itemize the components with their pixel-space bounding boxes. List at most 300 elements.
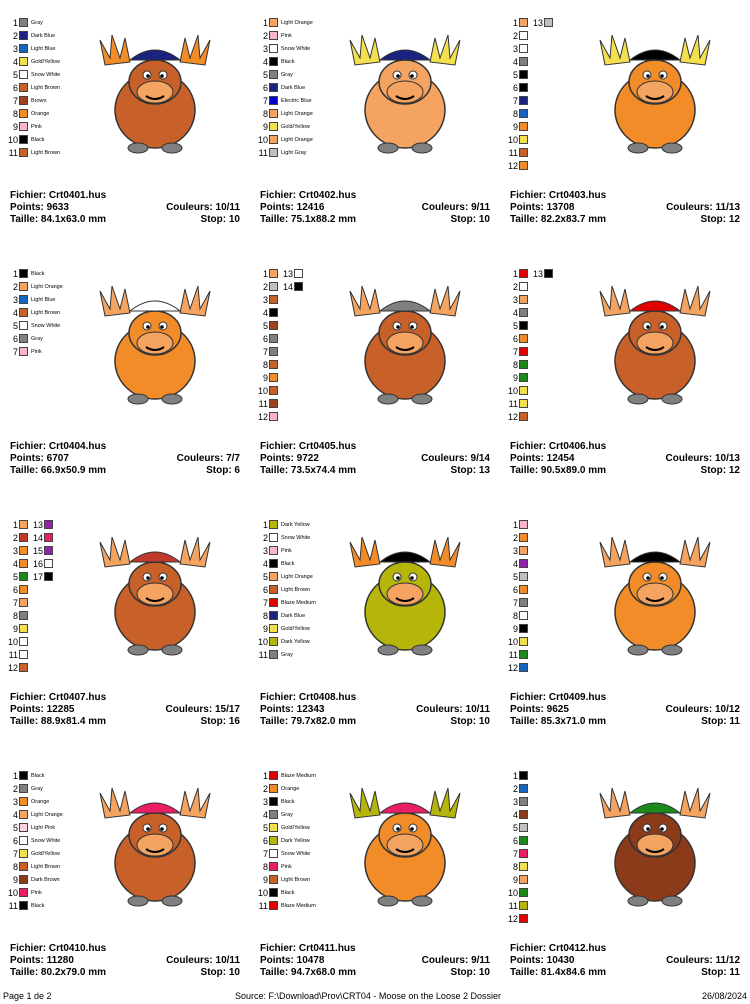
color-swatch (269, 650, 278, 659)
color-number: 3 (262, 796, 268, 807)
color-number: 7 (512, 597, 518, 608)
embroidery-preview (580, 30, 730, 155)
color-legend-row (0, 81, 60, 94)
color-number: 1 (262, 17, 268, 28)
color-swatch (269, 18, 278, 27)
color-count: Couleurs: 9/14 (421, 453, 490, 464)
color-legend-row (0, 29, 60, 42)
color-number: 10 (507, 887, 518, 898)
color-legend-row (250, 622, 316, 635)
color-legend-row (500, 159, 531, 172)
color-swatch (19, 611, 28, 620)
color-legend-row (0, 319, 63, 332)
color-name: Snow White (281, 534, 311, 541)
color-name: Orange (281, 785, 300, 792)
design-size: Taille: 80.2x79.0 mm (10, 967, 106, 978)
color-number: 10 (257, 134, 268, 145)
color-number: 6 (512, 584, 518, 595)
color-legend-row (0, 873, 63, 886)
color-swatch (519, 135, 528, 144)
color-name: Black (31, 902, 45, 909)
color-name: Pink (31, 889, 42, 896)
color-number: 5 (512, 69, 518, 80)
color-legend-row (0, 860, 63, 873)
design-size: Taille: 73.5x74.4 mm (260, 465, 356, 476)
color-swatch (519, 637, 528, 646)
stitch-points: Points: 13708 (510, 202, 575, 213)
color-number: 11 (258, 649, 268, 660)
color-legend-row (250, 42, 313, 55)
color-legend-row (250, 860, 316, 873)
color-number: 3 (12, 796, 18, 807)
color-legend (500, 267, 531, 423)
stop-count: Stop: 10 (450, 967, 490, 978)
color-swatch (19, 624, 28, 633)
color-number: 4 (12, 307, 18, 318)
embroidery-preview (330, 281, 480, 406)
color-legend-row (250, 345, 281, 358)
color-number: 6 (12, 82, 18, 93)
file-name: Fichier: Crt0411.hus (260, 943, 356, 954)
color-swatch (269, 637, 278, 646)
color-legend-row (250, 293, 281, 306)
color-name: Black (281, 58, 295, 65)
color-legend-row (500, 107, 531, 120)
design-card (500, 0, 750, 251)
color-swatch (19, 533, 28, 542)
color-legend-row (0, 16, 60, 29)
stitch-points: Points: 10478 (260, 955, 325, 966)
color-legend-row (500, 332, 531, 345)
color-swatch (19, 888, 28, 897)
color-number: 8 (512, 359, 518, 370)
color-legend-row (500, 397, 531, 410)
color-legend-row (500, 782, 531, 795)
color-legend-row (0, 782, 63, 795)
color-swatch (269, 412, 278, 421)
stop-count: Stop: 10 (200, 967, 240, 978)
color-legend-row (250, 899, 316, 912)
color-swatch (519, 849, 528, 858)
color-swatch (269, 888, 278, 897)
color-number: 12 (7, 662, 18, 673)
color-name: Black (31, 270, 45, 277)
color-name: Black (281, 889, 295, 896)
color-name: Light Orange (281, 19, 313, 26)
file-name: Fichier: Crt0402.hus (260, 190, 357, 201)
color-legend-row (0, 120, 60, 133)
color-number: 9 (12, 874, 18, 885)
color-number: 8 (262, 610, 268, 621)
color-number: 9 (262, 372, 268, 383)
stop-count: Stop: 6 (206, 465, 240, 476)
color-name: Blaze Medium (281, 599, 316, 606)
color-swatch (269, 546, 278, 555)
color-number: 3 (262, 545, 268, 556)
color-swatch (269, 360, 278, 369)
color-legend-row (0, 622, 31, 635)
color-number: 10 (7, 636, 18, 647)
color-swatch (19, 308, 28, 317)
color-swatch (269, 386, 278, 395)
color-swatch (269, 373, 278, 382)
color-swatch (519, 282, 528, 291)
color-name: Gray (31, 335, 43, 342)
color-number: 11 (508, 398, 518, 409)
color-legend (250, 16, 313, 159)
design-info (510, 190, 740, 226)
color-legend-row (500, 29, 531, 42)
color-swatch (19, 109, 28, 118)
color-number: 8 (12, 610, 18, 621)
color-number: 11 (258, 900, 268, 911)
color-swatch (19, 520, 28, 529)
color-number: 14 (33, 532, 44, 543)
stop-count: Stop: 16 (200, 716, 240, 727)
color-number: 1 (512, 519, 518, 530)
design-card (0, 251, 250, 502)
color-legend-row (0, 267, 63, 280)
color-number: 9 (512, 623, 518, 634)
color-number: 6 (262, 835, 268, 846)
color-legend-row (500, 345, 531, 358)
color-swatch (519, 347, 528, 356)
color-legend (500, 16, 531, 172)
color-number: 10 (257, 636, 268, 647)
color-name: Light Orange (31, 811, 63, 818)
color-count: Couleurs: 11/12 (666, 955, 740, 966)
color-number: 7 (12, 346, 18, 357)
color-swatch (269, 57, 278, 66)
color-legend-row (500, 319, 531, 332)
color-legend-row (250, 769, 316, 782)
color-swatch (519, 70, 528, 79)
color-name: Dark Yellow (281, 837, 310, 844)
color-number: 6 (512, 333, 518, 344)
color-name: Light Gray (281, 149, 307, 156)
color-number: 9 (512, 121, 518, 132)
color-name: Light Brown (31, 309, 61, 316)
embroidery-preview (580, 783, 730, 908)
color-legend-row (250, 120, 313, 133)
page-number: Page 1 de 2 (3, 991, 52, 1001)
color-swatch (269, 70, 278, 79)
color-legend-row (250, 358, 281, 371)
color-swatch (269, 334, 278, 343)
color-number: 11 (8, 900, 18, 911)
color-swatch (519, 810, 528, 819)
color-name: Black (281, 798, 295, 805)
color-swatch (19, 269, 28, 278)
design-size: Taille: 82.2x83.7 mm (510, 214, 606, 225)
color-number: 1 (262, 268, 268, 279)
color-count: Couleurs: 10/11 (416, 704, 490, 715)
color-name: Black (31, 772, 45, 779)
color-swatch (19, 148, 28, 157)
color-legend-row (250, 410, 281, 423)
color-legend-row (500, 873, 531, 886)
color-legend-row (33, 544, 56, 557)
color-number: 15 (33, 545, 44, 556)
color-number: 10 (507, 636, 518, 647)
color-number: 5 (262, 571, 268, 582)
color-swatch (19, 810, 28, 819)
color-legend-row (250, 635, 316, 648)
color-swatch (269, 572, 278, 581)
color-legend-row (0, 648, 31, 661)
color-legend-row (0, 769, 63, 782)
color-number: 6 (262, 333, 268, 344)
color-legend-row (0, 94, 60, 107)
color-name: Light Brown (31, 84, 61, 91)
color-legend-row (500, 293, 531, 306)
color-swatch (519, 399, 528, 408)
color-name: Orange (31, 798, 50, 805)
color-swatch (519, 31, 528, 40)
color-swatch (519, 901, 528, 910)
color-number: 9 (12, 121, 18, 132)
color-number: 1 (262, 770, 268, 781)
color-legend-row (250, 648, 316, 661)
color-number: 5 (12, 822, 18, 833)
color-name: Gold/Yellow (281, 123, 310, 130)
color-number: 4 (512, 307, 518, 318)
color-legend-row (250, 531, 316, 544)
embroidery-preview (80, 30, 230, 155)
color-legend-row (0, 821, 63, 834)
color-swatch (269, 771, 278, 780)
color-number: 4 (12, 558, 18, 569)
color-swatch (269, 109, 278, 118)
color-legend-row (33, 518, 56, 531)
color-count: Couleurs: 10/11 (166, 955, 240, 966)
color-legend-extra (533, 267, 556, 280)
color-swatch (19, 334, 28, 343)
color-swatch (519, 148, 528, 157)
color-number: 9 (262, 623, 268, 634)
color-number: 2 (262, 30, 268, 41)
color-number: 10 (507, 385, 518, 396)
color-legend-row (533, 16, 556, 29)
color-legend-row (500, 384, 531, 397)
color-number: 5 (262, 69, 268, 80)
color-number: 7 (512, 95, 518, 106)
color-legend-row (250, 583, 316, 596)
file-name: Fichier: Crt0412.hus (510, 943, 607, 954)
color-swatch (269, 624, 278, 633)
stitch-points: Points: 6707 (10, 453, 69, 464)
color-name: Gray (31, 785, 43, 792)
color-number: 8 (262, 359, 268, 370)
color-number: 4 (512, 56, 518, 67)
color-name: Black (281, 560, 295, 567)
color-number: 3 (512, 796, 518, 807)
color-number: 7 (512, 346, 518, 357)
color-legend (500, 518, 531, 674)
color-name: Electric Blue (281, 97, 312, 104)
color-swatch (44, 533, 53, 542)
color-swatch (294, 269, 303, 278)
color-swatch (44, 520, 53, 529)
color-legend-row (500, 860, 531, 873)
color-legend-row (33, 531, 56, 544)
stitch-points: Points: 11280 (10, 955, 74, 966)
stitch-points: Points: 10430 (510, 955, 575, 966)
color-legend-row (0, 557, 31, 570)
color-name: Light Brown (31, 149, 61, 156)
color-legend-row (500, 146, 531, 159)
design-info (10, 441, 240, 477)
color-number: 7 (262, 597, 268, 608)
color-swatch (519, 161, 528, 170)
color-legend-row (0, 583, 31, 596)
design-card (0, 0, 250, 251)
color-swatch (519, 360, 528, 369)
embroidery-preview (580, 281, 730, 406)
color-swatch (19, 57, 28, 66)
color-swatch (519, 650, 528, 659)
color-name: Blaze Medium (281, 772, 316, 779)
color-legend-row (250, 596, 316, 609)
design-size: Taille: 90.5x89.0 mm (510, 465, 606, 476)
design-card (0, 753, 250, 1004)
color-name: Pink (281, 863, 292, 870)
color-name: Dark Yellow (281, 638, 310, 645)
color-number: 6 (512, 82, 518, 93)
color-legend-row (500, 769, 531, 782)
stitch-points: Points: 12343 (260, 704, 325, 715)
color-swatch (269, 611, 278, 620)
color-legend-row (283, 267, 306, 280)
color-name: Light Orange (31, 283, 63, 290)
color-legend-row (0, 531, 31, 544)
color-legend-row (500, 55, 531, 68)
color-legend-row (250, 280, 281, 293)
color-swatch (519, 83, 528, 92)
color-number: 10 (507, 134, 518, 145)
design-card (250, 753, 500, 1004)
color-legend-row (500, 267, 531, 280)
file-name: Fichier: Crt0410.hus (10, 943, 107, 954)
color-count: Couleurs: 11/13 (666, 202, 740, 213)
color-swatch (269, 148, 278, 157)
color-number: 3 (12, 294, 18, 305)
color-name: Light Blue (31, 45, 56, 52)
color-number: 2 (262, 532, 268, 543)
color-legend-row (250, 557, 316, 570)
color-name: Dark Blue (281, 84, 306, 91)
color-legend-row (500, 661, 531, 674)
color-number: 3 (512, 545, 518, 556)
color-legend-row (500, 912, 531, 925)
stop-count: Stop: 12 (700, 214, 740, 225)
color-number: 6 (12, 333, 18, 344)
color-number: 5 (512, 822, 518, 833)
color-swatch (544, 269, 553, 278)
color-swatch (519, 888, 528, 897)
color-name: Pink (31, 123, 42, 130)
color-number: 6 (12, 835, 18, 846)
color-number: 7 (262, 848, 268, 859)
design-size: Taille: 79.7x82.0 mm (260, 716, 356, 727)
color-number: 6 (262, 584, 268, 595)
color-swatch (19, 572, 28, 581)
color-legend-row (250, 267, 281, 280)
color-swatch (519, 18, 528, 27)
color-legend-row (33, 557, 56, 570)
design-size: Taille: 85.3x71.0 mm (510, 716, 606, 727)
color-number: 1 (12, 268, 18, 279)
color-name: Gray (31, 19, 43, 26)
color-name: Dark Brown (31, 876, 60, 883)
color-legend-extra (33, 518, 56, 583)
color-swatch (19, 18, 28, 27)
color-swatch (519, 624, 528, 633)
color-legend-row (250, 847, 316, 860)
color-legend-row (250, 821, 316, 834)
color-swatch (19, 44, 28, 53)
color-swatch (19, 862, 28, 871)
color-number: 12 (507, 913, 518, 924)
stitch-points: Points: 9722 (260, 453, 319, 464)
color-name: Snow White (281, 850, 311, 857)
color-swatch (269, 901, 278, 910)
color-number: 8 (12, 861, 18, 872)
color-legend-row (500, 899, 531, 912)
color-number: 9 (512, 372, 518, 383)
color-legend-row (0, 544, 31, 557)
color-number: 11 (508, 147, 518, 158)
color-legend-row (250, 371, 281, 384)
color-legend-row (0, 518, 31, 531)
color-legend-row (500, 306, 531, 319)
color-legend-row (250, 834, 316, 847)
color-number: 1 (12, 519, 18, 530)
color-number: 6 (512, 835, 518, 846)
color-legend-row (500, 68, 531, 81)
color-swatch (269, 533, 278, 542)
color-legend-row (500, 371, 531, 384)
stitch-points: Points: 9625 (510, 704, 569, 715)
color-legend-row (250, 306, 281, 319)
color-name: Black (31, 136, 45, 143)
color-name: Dark Blue (281, 612, 306, 619)
color-count: Couleurs: 9/11 (421, 955, 490, 966)
design-card (500, 502, 750, 753)
color-swatch (19, 797, 28, 806)
color-legend-row (250, 808, 316, 821)
color-name: Light Orange (281, 136, 313, 143)
color-legend-row (250, 68, 313, 81)
color-swatch (519, 611, 528, 620)
color-number: 2 (12, 532, 18, 543)
color-swatch (269, 797, 278, 806)
color-number: 2 (512, 532, 518, 543)
color-swatch (19, 637, 28, 646)
color-legend-row (0, 42, 60, 55)
color-legend-row (250, 873, 316, 886)
design-card (250, 502, 500, 753)
color-swatch (19, 135, 28, 144)
color-swatch (269, 96, 278, 105)
color-number: 5 (12, 69, 18, 80)
color-swatch (19, 321, 28, 330)
color-legend-row (0, 133, 60, 146)
color-swatch (269, 31, 278, 40)
color-number: 2 (512, 783, 518, 794)
color-number: 8 (262, 861, 268, 872)
color-number: 4 (12, 56, 18, 67)
